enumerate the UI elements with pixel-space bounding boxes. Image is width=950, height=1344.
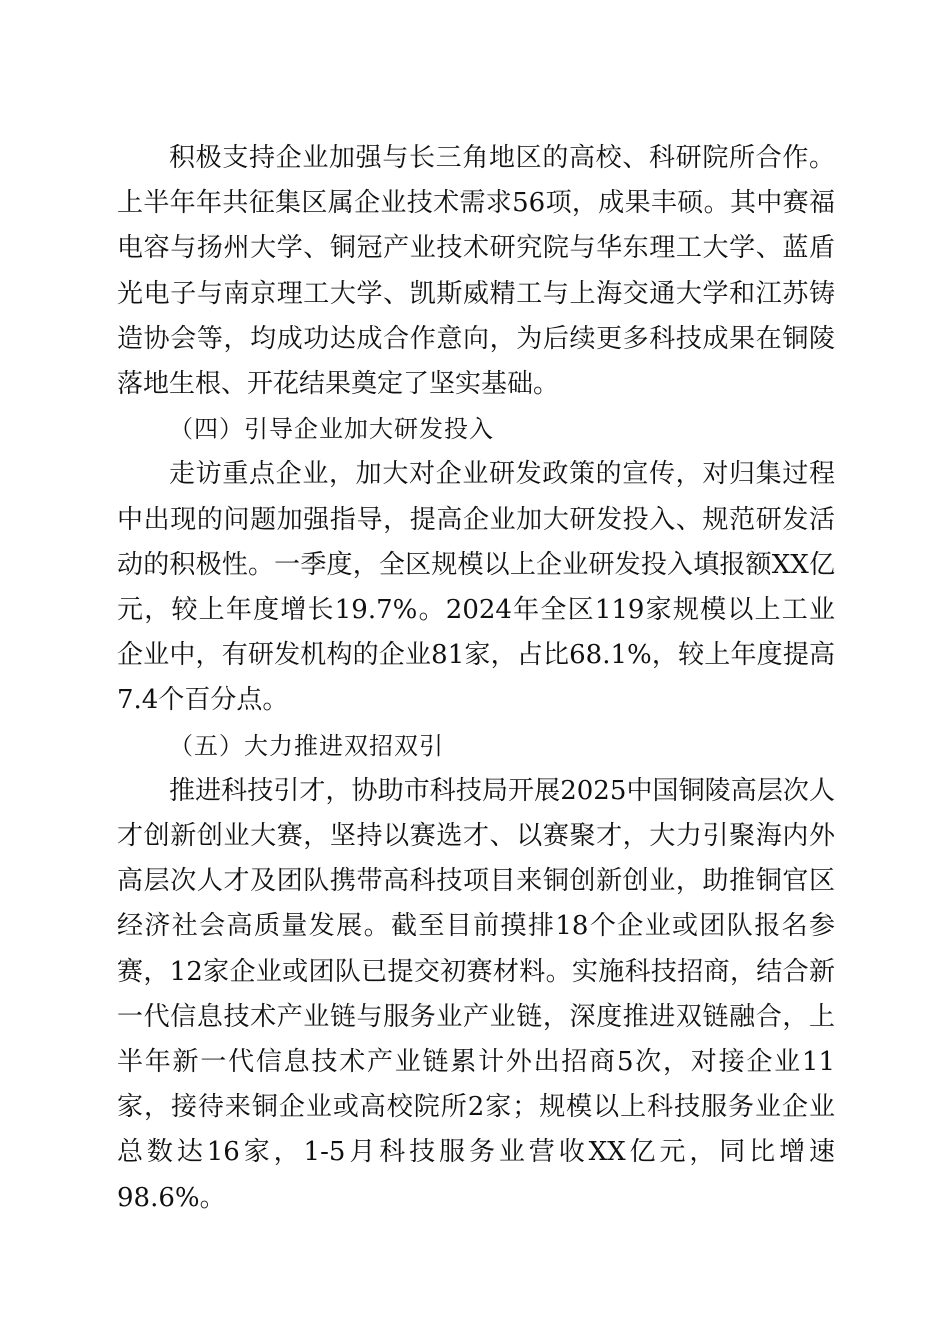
- paragraph-university-cooperation: 积极支持企业加强与长三角地区的高校、科研院所合作。上半年年共征集区属企业技术需求56项，成果丰硕。其中赛福电容与扬州大学、铜冠产业技术研究院与华东理工大学、蓝盾光电子与南京理工大学、凯斯威精工与上海交通大学和江苏铸造协会等，均成功达成合作意向，为后续更多科技成果在铜陵落地生根、开花结果奠定了坚实基础。: [117, 143, 835, 400]
- paragraph-talent-investment: 推进科技引才，协助市科技局开展2025中国铜陵高层次人才创新创业大赛，坚持以赛选才、以赛聚才，大力引聚海内外高层次人才及团队携带高科技项目来铜创新创业，助推铜官区经济社会高质量发展。截至目前摸排18个企业或团队报名参赛，12家企业或团队已提交初赛材料。实施科技招商，结合新一代信息技术产业链与服务业产业链，深度推进双链融合，上半年新一代信息技术产业链累计外出招商5次，对接企业11家，接待来铜企业或高校院所2家；规模以上科技服务业企业总数达16家，1-5月科技服务业营收XX亿元，同比增速98.6%。: [117, 775, 835, 1213]
- document-body: [117, 136, 835, 1221]
- paragraph-rd-investment: 走访重点企业，加大对企业研发政策的宣传，对归集过程中出现的问题加强指导，提高企业加大研发投入、规范研发活动的积极性。一季度，全区规模以上企业研发投入填报额XX亿元，较上年度增长19.7%。2024年全区119家规模以上工业企业中，有研发机构的企业81家，占比68.1%，较上年度提高7.4个百分点。: [117, 459, 835, 716]
- section-heading-talent-investment: （五）大力推进双招双引: [169, 731, 444, 760]
- section-heading-rd-investment: （四）引导企业加大研发投入: [169, 415, 494, 444]
